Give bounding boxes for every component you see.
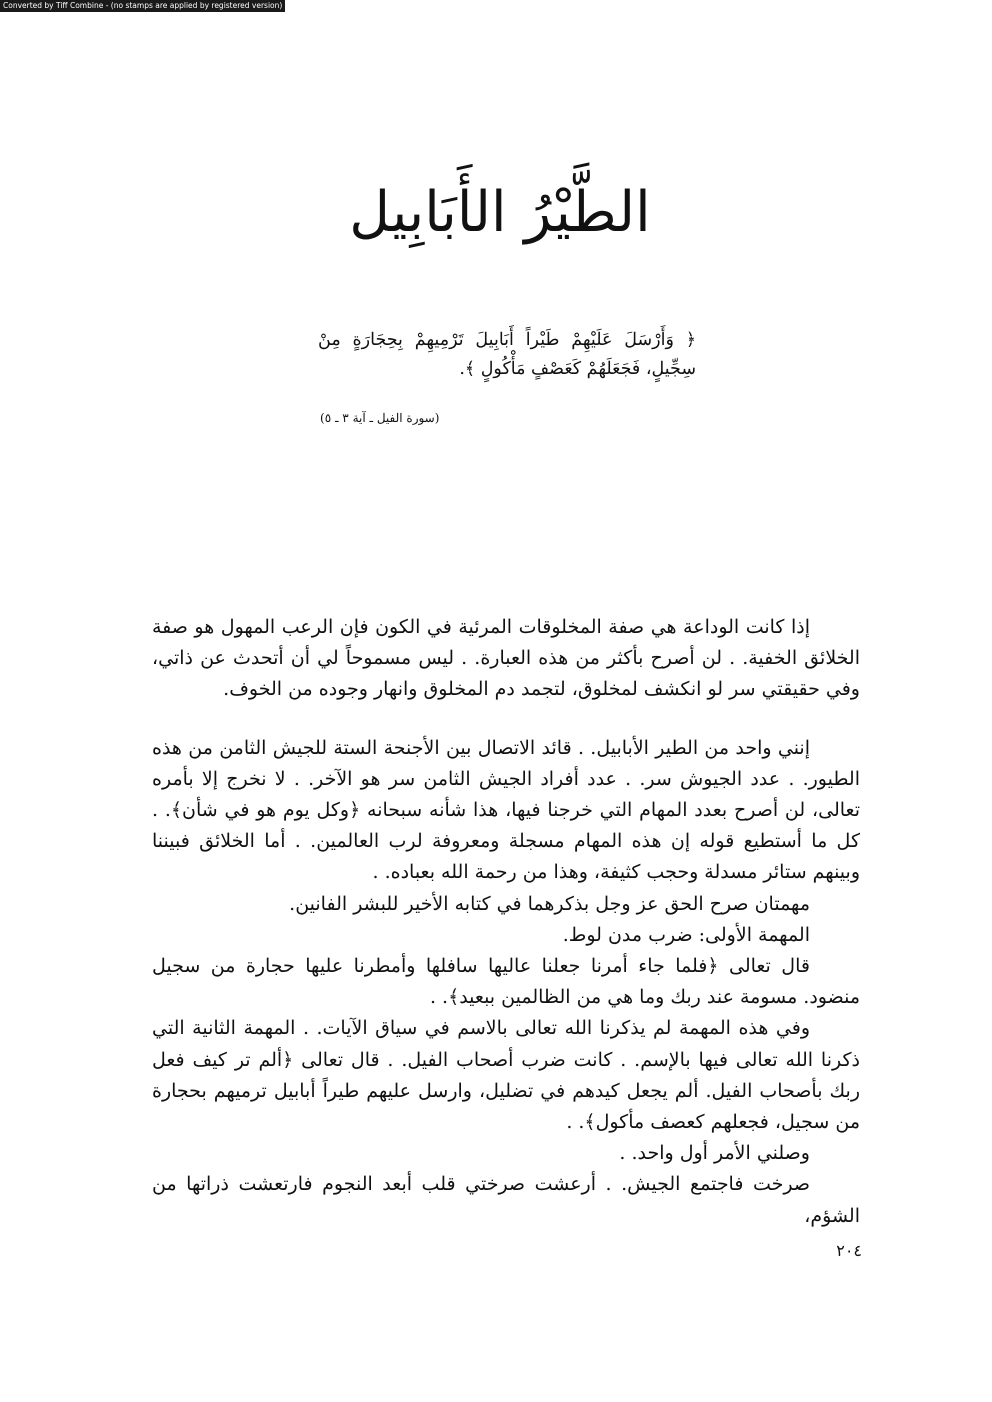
paragraph: وفي هذه المهمة لم يذكرنا الله تعالى بالاسم في سياق الآيات. . المهمة الثانية التي ذكرنا الله تعالى فيها بالإسم. . كانت ضرب أصحاب الفيل. . قال تعالى ﴿ألم تر كيف فعل ربك بأصحاب الفيل. ألم يجعل كيدهم في تضليل، وارسل عليهم طيراً أبابيل ترميهم بحجارة من سجيل، فجعلهم كعصف مأكول﴾. . <box>152 1017 860 1134</box>
chapter-title: الطَّيْرُ الأَبَابِيل <box>349 180 651 245</box>
paragraph: المهمة الأولى: ضرب مدن لوط. <box>562 923 810 946</box>
converter-banner: Converted by Tiff Combine - (no stamps are applied by registered version) <box>0 0 285 12</box>
paragraph: وصلني الأمر أول واحد. . <box>619 1142 810 1165</box>
epigraph-verse: ﴿ وَأَرْسَلَ عَلَيْهِمْ طَيْراً أَبَابِيلَ تَرْمِيهِمْ بِحِجَارَةٍ مِنْ سِجِّيلٍ، فَجَعَلَهُمْ كَعَصْفٍ مَأْكُولٍ ﴾. <box>318 330 696 379</box>
paragraph: صرخت فاجتمع الجيش. . أرعشت صرختي قلب أبعد النجوم فارتعشت ذراتها من الشؤم، <box>152 1173 860 1227</box>
paragraph: قال تعالى ﴿فلما جاء أمرنا جعلنا عاليها سافلها وأمطرنا عليها حجارة من سجيل منضود. مسومة عند ربك وما هي من الظالمين ببعيد﴾. . <box>152 955 860 1009</box>
page-number: ٢٠٤ <box>836 1241 862 1260</box>
paragraph: إذا كانت الوداعة هي صفة المخلوقات المرئية في الكون فإن الرعب المهول هو صفة الخلائق الخفية. . لن أصرح بأكثر من هذه العبارة. . ليس مسموحاً لي أن أتحدث عن ذاتي، وفي حقيقتي سر لو انكشف لمخلوق، لتجمد دم المخلوق وانهار وجوده من الخوف. <box>152 616 860 701</box>
paragraph: إنني واحد من الطير الأبابيل. . قائد الاتصال بين الأجنحة الستة للجيش الثامن من هذه الطيور. . عدد الجيوش سر. . عدد أفراد الجيش الثامن سر هو الآخر. . لا نخرج إلا بأمره تعالى، لن أصرح بعدد المهام التي خرجنا فيها، هذا شأنه سبحانه ﴿وكل يوم هو في شأن﴾. . كل ما أستطيع قوله إن هذه المهام مسجلة ومعروفة لرب العالمين. . أما الخلائق فبيننا وبينهم ستائر مسدلة وحجب كثيفة، وهذا من رحمة الله بعباده. . <box>152 736 861 884</box>
verse-reference: (سورة الفيل ـ آية ٣ ـ ٥) <box>320 411 440 425</box>
chapter-body <box>152 612 860 1232</box>
paragraph: مهمتان صرح الحق عز وجل بذكرهما في كتابه الأخير للبشر الفانين. <box>289 892 810 915</box>
